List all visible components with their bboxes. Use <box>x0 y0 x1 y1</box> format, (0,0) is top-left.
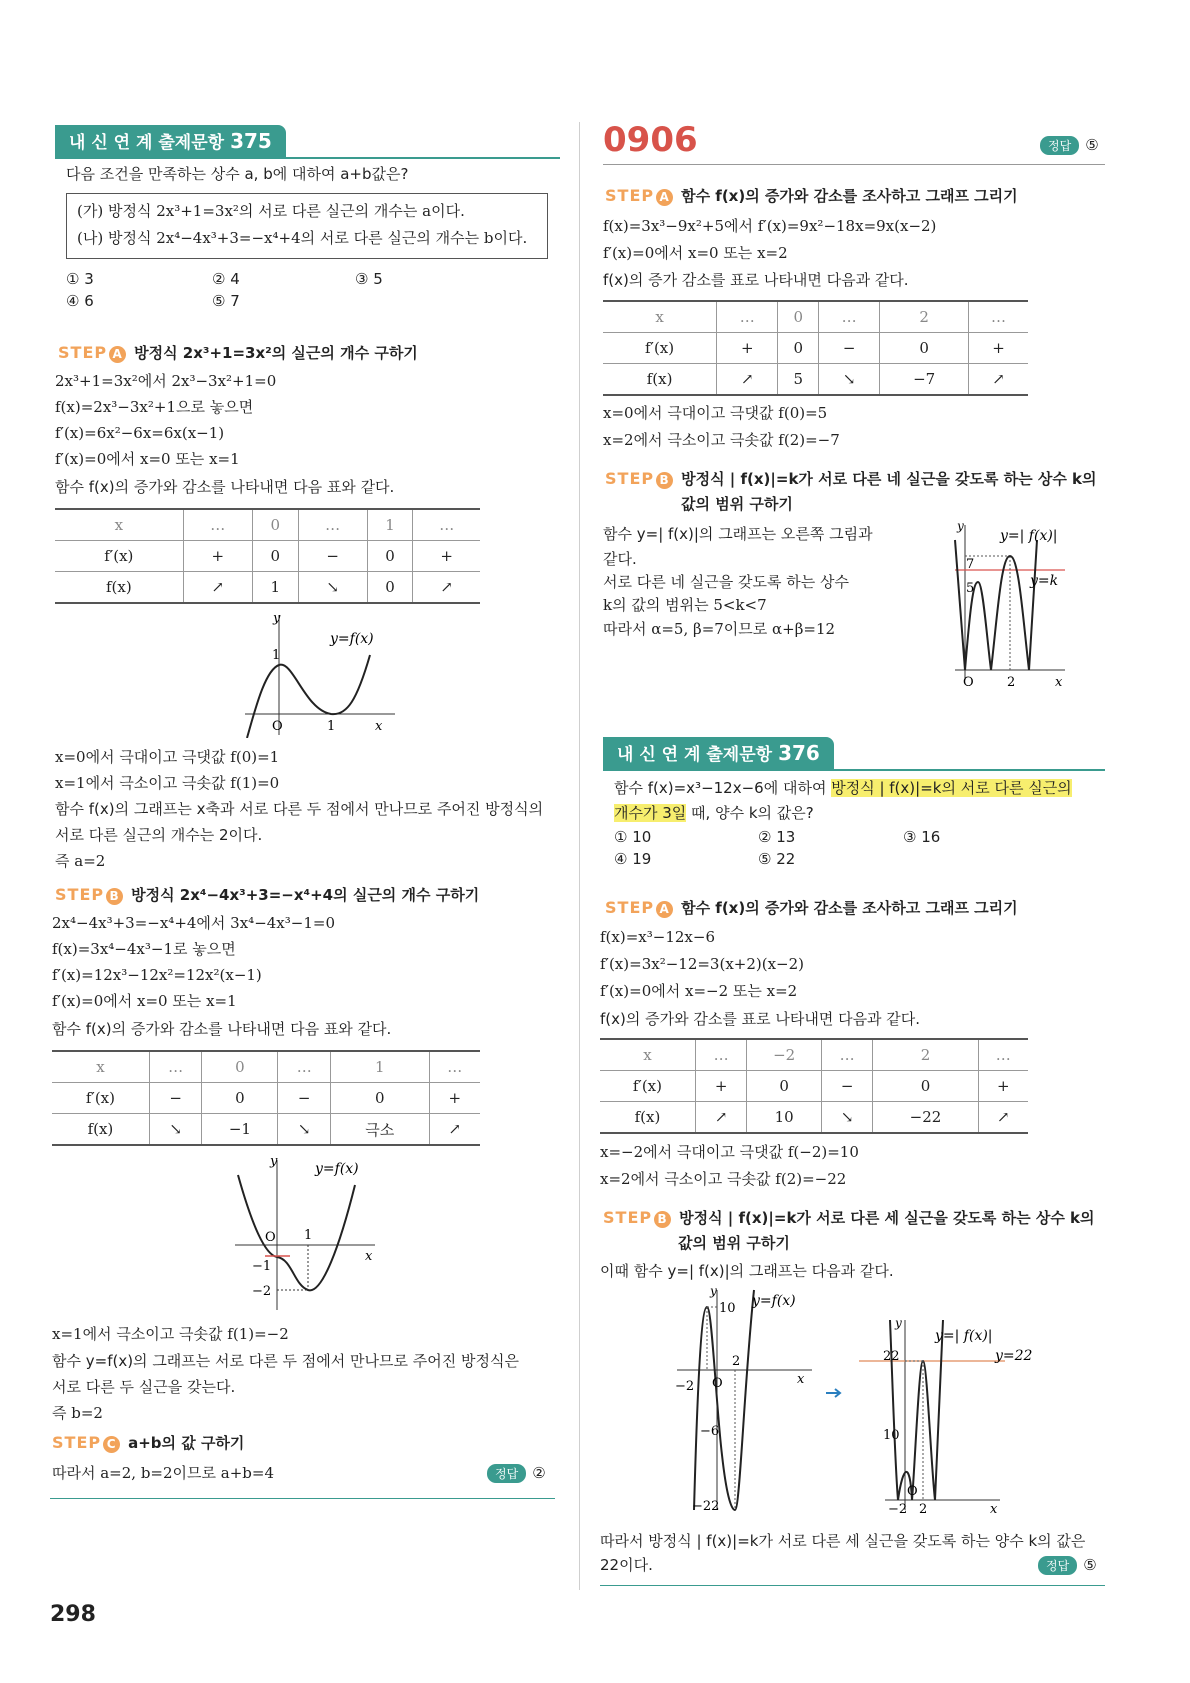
cell: 0 <box>880 333 969 364</box>
cell: … <box>149 1051 202 1083</box>
condition-2: (나) 방정식 2x⁴−4x³+3=−x⁴+4의 서로 다른 실근의 개수는 b이다. <box>77 229 528 247</box>
header-underline <box>603 769 1105 771</box>
step-label: STEP <box>603 1208 653 1227</box>
graph-label: y=k <box>1030 573 1059 589</box>
r-stepB-line-5: 따라서 α=5, β=7이므로 α+β=12 <box>603 620 836 638</box>
cell: f′(x) <box>104 547 134 565</box>
svg-text:5: 5 <box>966 581 975 596</box>
step-letter: B <box>654 1211 671 1228</box>
header-underline <box>55 157 560 159</box>
svg-text:x: x <box>375 719 383 734</box>
choice-1[interactable]: ① 3 <box>66 270 94 288</box>
title-underline <box>603 164 1105 165</box>
arrow-right-icon <box>826 1388 844 1398</box>
stepB-after-1: x=1에서 극소이고 극솟값 f(1)=−2 <box>52 1325 289 1343</box>
cell: − <box>149 1083 202 1114</box>
cell: 2 <box>880 301 969 333</box>
r-stepA2-line-1: f(x)=x³−12x−6 <box>600 928 715 946</box>
answer-badge: 정답 <box>1038 1556 1077 1575</box>
q376-line-2 <box>614 804 814 822</box>
answer-value: ⑤ <box>1083 1556 1097 1574</box>
step-title: 방정식 | f(x)|=k가 서로 다른 세 실근을 갖도록 하는 상수 k의 <box>679 1209 1095 1227</box>
cell: ↘ <box>149 1114 202 1146</box>
cell: … <box>278 1051 331 1083</box>
stepB-line-3: f′(x)=12x³−12x²=12x²(x−1) <box>52 966 262 984</box>
graph-label: y=f(x) <box>752 1293 796 1309</box>
r-step-b-heading <box>605 468 1097 489</box>
step-c-heading <box>52 1432 244 1453</box>
cell: 0 <box>202 1083 278 1114</box>
svg-text:1: 1 <box>272 648 281 663</box>
svg-text:−1: −1 <box>252 1259 272 1274</box>
answer-value: ⑤ <box>1085 136 1099 154</box>
cell: f′(x) <box>632 1077 662 1095</box>
choice-4[interactable]: ④ 6 <box>66 292 94 310</box>
r-stepA2-line-4: f(x)의 증가와 감소를 표로 나타내면 다음과 같다. <box>600 1010 921 1028</box>
variation-table-b <box>52 1050 480 1146</box>
cell: ↗ <box>717 364 778 396</box>
r-stepA-after-1: x=0에서 극대이고 극댓값 f(0)=5 <box>603 404 828 422</box>
cell: ↗ <box>429 1114 480 1146</box>
cell: 0 <box>330 1083 429 1114</box>
cell: ↗ <box>183 572 252 604</box>
svg-text:−2: −2 <box>252 1284 272 1299</box>
answer-376 <box>1038 1556 1097 1575</box>
graph-label: y=f(x) <box>315 1161 359 1177</box>
stepB-line-1: 2x⁴−4x³+3=−x⁴+4에서 3x⁴−4x³−1=0 <box>52 914 336 932</box>
cell: x <box>655 308 664 326</box>
cell: … <box>298 509 367 541</box>
svg-text:−2: −2 <box>888 1502 908 1515</box>
cell: ↗ <box>413 572 480 604</box>
choice-2[interactable]: ② 4 <box>212 270 240 288</box>
stepB-after-3: 서로 다른 두 실근을 갖는다. <box>52 1378 236 1396</box>
svg-text:y: y <box>957 520 964 533</box>
graph-abs-f-376 <box>855 1315 1055 1515</box>
cell: 0 <box>778 301 818 333</box>
r-step-b2-heading-2: 값의 범위 구하기 <box>678 1234 790 1252</box>
svg-text:2: 2 <box>732 1354 741 1369</box>
page-number: 298 <box>50 1602 96 1627</box>
cell: … <box>429 1051 480 1083</box>
stepA-after-5: 즉 a=2 <box>55 852 106 870</box>
step-label: STEP <box>605 186 655 205</box>
cell: … <box>717 301 778 333</box>
graph-label: y=22 <box>995 1348 1033 1364</box>
svg-text:O: O <box>963 675 974 690</box>
r-stepB-line-2: 같다. <box>603 550 637 568</box>
svg-text:1: 1 <box>304 1228 313 1243</box>
problem-number: 0906 <box>603 120 698 160</box>
cell: f(x) <box>105 578 132 596</box>
svg-text:y: y <box>270 1155 278 1169</box>
step-label: STEP <box>58 343 108 362</box>
step-b-heading <box>55 884 479 905</box>
cell: − <box>821 1071 873 1102</box>
cell: 5 <box>778 364 818 396</box>
svg-text:x: x <box>365 1249 373 1264</box>
stepA-after-3: 함수 f(x)의 그래프는 x축과 서로 다른 두 점에서 만나므로 주어진 방정식의 <box>55 800 544 818</box>
step-letter: C <box>103 1436 120 1453</box>
cell: … <box>969 301 1029 333</box>
svg-text:10: 10 <box>883 1428 900 1443</box>
cell: −1 <box>202 1114 278 1146</box>
cell: x <box>643 1046 652 1064</box>
header-prefix: 내 신 연 계 출제문항 <box>69 133 225 153</box>
q-highlight: 방정식 | f(x)|=k의 서로 다른 실근의 <box>831 779 1072 797</box>
r-stepA-after-2: x=2에서 극소이고 극솟값 f(2)=−7 <box>603 431 840 449</box>
step-letter: B <box>656 472 673 489</box>
condition-box <box>66 193 548 259</box>
svg-text:O: O <box>272 719 283 734</box>
q-text: 함수 f(x)=x³−12x−6에 대하여 <box>614 779 832 797</box>
cell: 1 <box>367 509 413 541</box>
graph-label: y=f(x) <box>330 631 374 647</box>
cell: … <box>413 509 480 541</box>
cell: ↘ <box>818 364 879 396</box>
stepB-line-4: f′(x)=0에서 x=0 또는 x=1 <box>52 992 237 1010</box>
cell: − <box>818 333 879 364</box>
cell: 2 <box>873 1039 978 1071</box>
cell: + <box>429 1083 480 1114</box>
step-label: STEP <box>52 1433 102 1452</box>
graph-cubic-a <box>235 610 400 738</box>
stepA-line-4: f′(x)=0에서 x=0 또는 x=1 <box>55 450 240 468</box>
cell: −2 <box>747 1039 821 1071</box>
svg-text:O: O <box>712 1376 723 1391</box>
step-letter: B <box>106 888 123 905</box>
q-text: 때, 양수 k의 값은? <box>686 804 814 822</box>
svg-text:22: 22 <box>883 1349 900 1364</box>
r-step-b-heading-2: 값의 범위 구하기 <box>681 495 793 513</box>
svg-text:y: y <box>273 611 281 626</box>
cell: 1 <box>252 572 298 604</box>
cell: + <box>978 1071 1028 1102</box>
r-stepB-line-3: 서로 다른 네 실근을 갖도록 하는 상수 <box>603 573 849 591</box>
r-step-a2-heading <box>605 897 1018 918</box>
answer-375 <box>487 1464 546 1483</box>
stepB-line-2: f(x)=3x⁴−4x³−1로 놓으면 <box>52 940 236 958</box>
header-prefix: 내 신 연 계 출제문항 <box>617 745 773 765</box>
cell: 0 <box>252 509 298 541</box>
cell: … <box>978 1039 1028 1071</box>
cell: 0 <box>367 572 413 604</box>
r-stepA-line-1: f(x)=3x³−9x²+5에서 f′(x)=9x²−18x=9x(x−2) <box>603 217 937 235</box>
svg-text:x: x <box>797 1372 805 1387</box>
choice376-3[interactable]: ③ 16 <box>903 828 941 846</box>
svg-text:−6: −6 <box>700 1424 720 1439</box>
stepA-line-1: 2x³+1=3x²에서 2x³−3x²+1=0 <box>55 372 277 390</box>
answer-badge: 정답 <box>487 1464 526 1483</box>
cell: − <box>298 541 367 572</box>
cell: ↗ <box>969 364 1029 396</box>
svg-text:−22: −22 <box>692 1499 720 1514</box>
cell: … <box>818 301 879 333</box>
step-label: STEP <box>605 469 655 488</box>
graph-label: y=| f(x)| <box>1000 528 1058 544</box>
cell: f(x) <box>87 1120 114 1138</box>
cell: f′(x) <box>85 1089 115 1107</box>
r-stepA-line-2: f′(x)=0에서 x=0 또는 x=2 <box>603 244 788 262</box>
section-header-375 <box>55 125 286 157</box>
q376-line-1 <box>614 779 1072 797</box>
step-letter: A <box>656 901 673 918</box>
cell: + <box>695 1071 747 1102</box>
cell: + <box>717 333 778 364</box>
svg-text:y: y <box>710 1285 717 1298</box>
cell: ↗ <box>695 1102 747 1134</box>
section-end-line <box>50 1498 555 1499</box>
cell: 극소 <box>330 1114 429 1146</box>
graph-abs-f-0906 <box>925 520 1070 690</box>
cell: ↘ <box>278 1114 331 1146</box>
r-conclusion-2: 22이다. <box>600 1556 653 1574</box>
stepA-line-2: f(x)=2x³−3x²+1으로 놓으면 <box>55 398 254 416</box>
header-number: 375 <box>230 129 272 153</box>
svg-text:10: 10 <box>719 1301 736 1316</box>
header-number: 376 <box>778 741 820 765</box>
step-title: 방정식 2x⁴−4x³+3=−x⁴+4의 실근의 개수 구하기 <box>131 886 480 904</box>
r-step-a-heading <box>605 185 1018 206</box>
cell: ↘ <box>298 572 367 604</box>
choice-5[interactable]: ⑤ 7 <box>212 292 240 310</box>
step-a-heading <box>58 342 418 363</box>
step-letter: A <box>109 346 126 363</box>
cell: 0 <box>873 1071 978 1102</box>
column-divider <box>579 122 580 1590</box>
choice376-1[interactable]: ① 10 <box>614 828 652 846</box>
svg-text:O: O <box>265 1230 276 1245</box>
stepC-line: 따라서 a=2, b=2이므로 a+b=4 <box>52 1464 275 1482</box>
r-variation-table-a <box>603 300 1028 396</box>
step-title: 방정식 | f(x)|=k가 서로 다른 네 실근을 갖도록 하는 상수 k의 <box>681 470 1097 488</box>
cell: f′(x) <box>645 339 675 357</box>
svg-text:y: y <box>895 1316 902 1330</box>
choice376-4[interactable]: ④ 19 <box>614 850 652 868</box>
step-title: 함수 f(x)의 증가와 감소를 조사하고 그래프 그리기 <box>681 187 1018 205</box>
cell: … <box>821 1039 873 1071</box>
cell: 0 <box>202 1051 278 1083</box>
cell: x <box>114 516 124 534</box>
r-conclusion-1: 따라서 방정식 | f(x)|=k가 서로 다른 세 실근을 갖도록 하는 양수 k의 값은 <box>600 1532 1086 1550</box>
r-stepA2-line-2: f′(x)=3x²−12=3(x+2)(x−2) <box>600 955 805 973</box>
stepA-after-2: x=1에서 극소이고 극솟값 f(1)=0 <box>55 774 280 792</box>
cell: −22 <box>873 1102 978 1134</box>
r-stepB-line-4: k의 값의 범위는 5<k<7 <box>603 596 767 614</box>
cell: … <box>183 509 252 541</box>
svg-text:−2: −2 <box>675 1379 695 1394</box>
choice376-2[interactable]: ② 13 <box>758 828 796 846</box>
step-label: STEP <box>605 898 655 917</box>
cell: 0 <box>778 333 818 364</box>
answer-badge: 정답 <box>1040 136 1079 155</box>
curve <box>247 655 370 738</box>
cell: ↘ <box>821 1102 873 1134</box>
svg-text:2: 2 <box>1007 675 1016 690</box>
svg-text:7: 7 <box>966 557 975 572</box>
step-letter: A <box>656 189 673 206</box>
condition-1: (가) 방정식 2x³+1=3x²의 서로 다른 실근의 개수는 a이다. <box>77 202 465 220</box>
answer-top <box>1040 136 1099 155</box>
cell: − <box>278 1083 331 1114</box>
stepA-after-4: 서로 다른 실근의 개수는 2이다. <box>55 826 263 844</box>
r-stepB2-line: 이때 함수 y=| f(x)|의 그래프는 다음과 같다. <box>600 1262 894 1280</box>
variation-table-a <box>55 508 480 604</box>
cell: 0 <box>747 1071 821 1102</box>
stepA-after-1: x=0에서 극대이고 극댓값 f(0)=1 <box>55 748 280 766</box>
r-stepA2-after-1: x=−2에서 극대이고 극댓값 f(−2)=10 <box>600 1143 859 1161</box>
r-stepA-line-3: f(x)의 증가 감소를 표로 나타내면 다음과 같다. <box>603 271 909 289</box>
graph-quartic-b <box>230 1155 400 1315</box>
step-title: 방정식 2x³+1=3x²의 실근의 개수 구하기 <box>134 344 418 362</box>
answer-value: ② <box>532 1464 546 1482</box>
stepA-line-3: f′(x)=6x²−6x=6x(x−1) <box>55 424 225 442</box>
stepA-line-5: 함수 f(x)의 증가와 감소를 나타내면 다음 표와 같다. <box>55 478 395 496</box>
cell: 0 <box>367 541 413 572</box>
svg-text:x: x <box>1055 675 1063 690</box>
cell: f(x) <box>646 370 673 388</box>
r-stepA2-after-2: x=2에서 극소이고 극솟값 f(2)=−22 <box>600 1170 847 1188</box>
section-end-line <box>600 1585 1105 1586</box>
r-step-b2-heading <box>603 1207 1095 1228</box>
svg-text:O: O <box>907 1484 918 1499</box>
step-title: a+b의 값 구하기 <box>128 1434 245 1452</box>
cell: −7 <box>880 364 969 396</box>
cell: + <box>969 333 1029 364</box>
choice-3[interactable]: ③ 5 <box>355 270 383 288</box>
stepB-after-2: 함수 y=f(x)의 그래프는 서로 다른 두 점에서 만나므로 주어진 방정식은 <box>52 1352 519 1370</box>
r-stepB-line-1: 함수 y=| f(x)|의 그래프는 오른쪽 그림과 <box>603 525 873 543</box>
svg-text:1: 1 <box>327 719 336 734</box>
svg-text:x: x <box>990 1502 998 1515</box>
stepB-line-5: 함수 f(x)의 증가와 감소를 나타내면 다음 표와 같다. <box>52 1020 392 1038</box>
r-stepA2-line-3: f′(x)=0에서 x=−2 또는 x=2 <box>600 982 798 1000</box>
cell: x <box>96 1058 105 1076</box>
cell: ↗ <box>978 1102 1028 1134</box>
svg-text:2: 2 <box>919 1502 928 1515</box>
cell: 10 <box>747 1102 821 1134</box>
cell: 1 <box>330 1051 429 1083</box>
cell: f(x) <box>634 1108 661 1126</box>
step-label: STEP <box>55 885 105 904</box>
stepB-after-4: 즉 b=2 <box>52 1404 103 1422</box>
cell: … <box>695 1039 747 1071</box>
cell: + <box>183 541 252 572</box>
choice376-5[interactable]: ⑤ 22 <box>758 850 796 868</box>
cell: + <box>413 541 480 572</box>
graph-f-376 <box>672 1285 817 1515</box>
graph-label: y=| f(x)| <box>935 1328 993 1344</box>
question-text: 다음 조건을 만족하는 상수 a, b에 대하여 a+b값은? <box>66 165 409 183</box>
q-highlight: 개수가 3일 <box>614 804 687 822</box>
r-variation-table-a2 <box>600 1038 1028 1134</box>
section-header-376 <box>603 737 834 769</box>
step-title: 함수 f(x)의 증가와 감소를 조사하고 그래프 그리기 <box>681 899 1018 917</box>
cell: 0 <box>252 541 298 572</box>
